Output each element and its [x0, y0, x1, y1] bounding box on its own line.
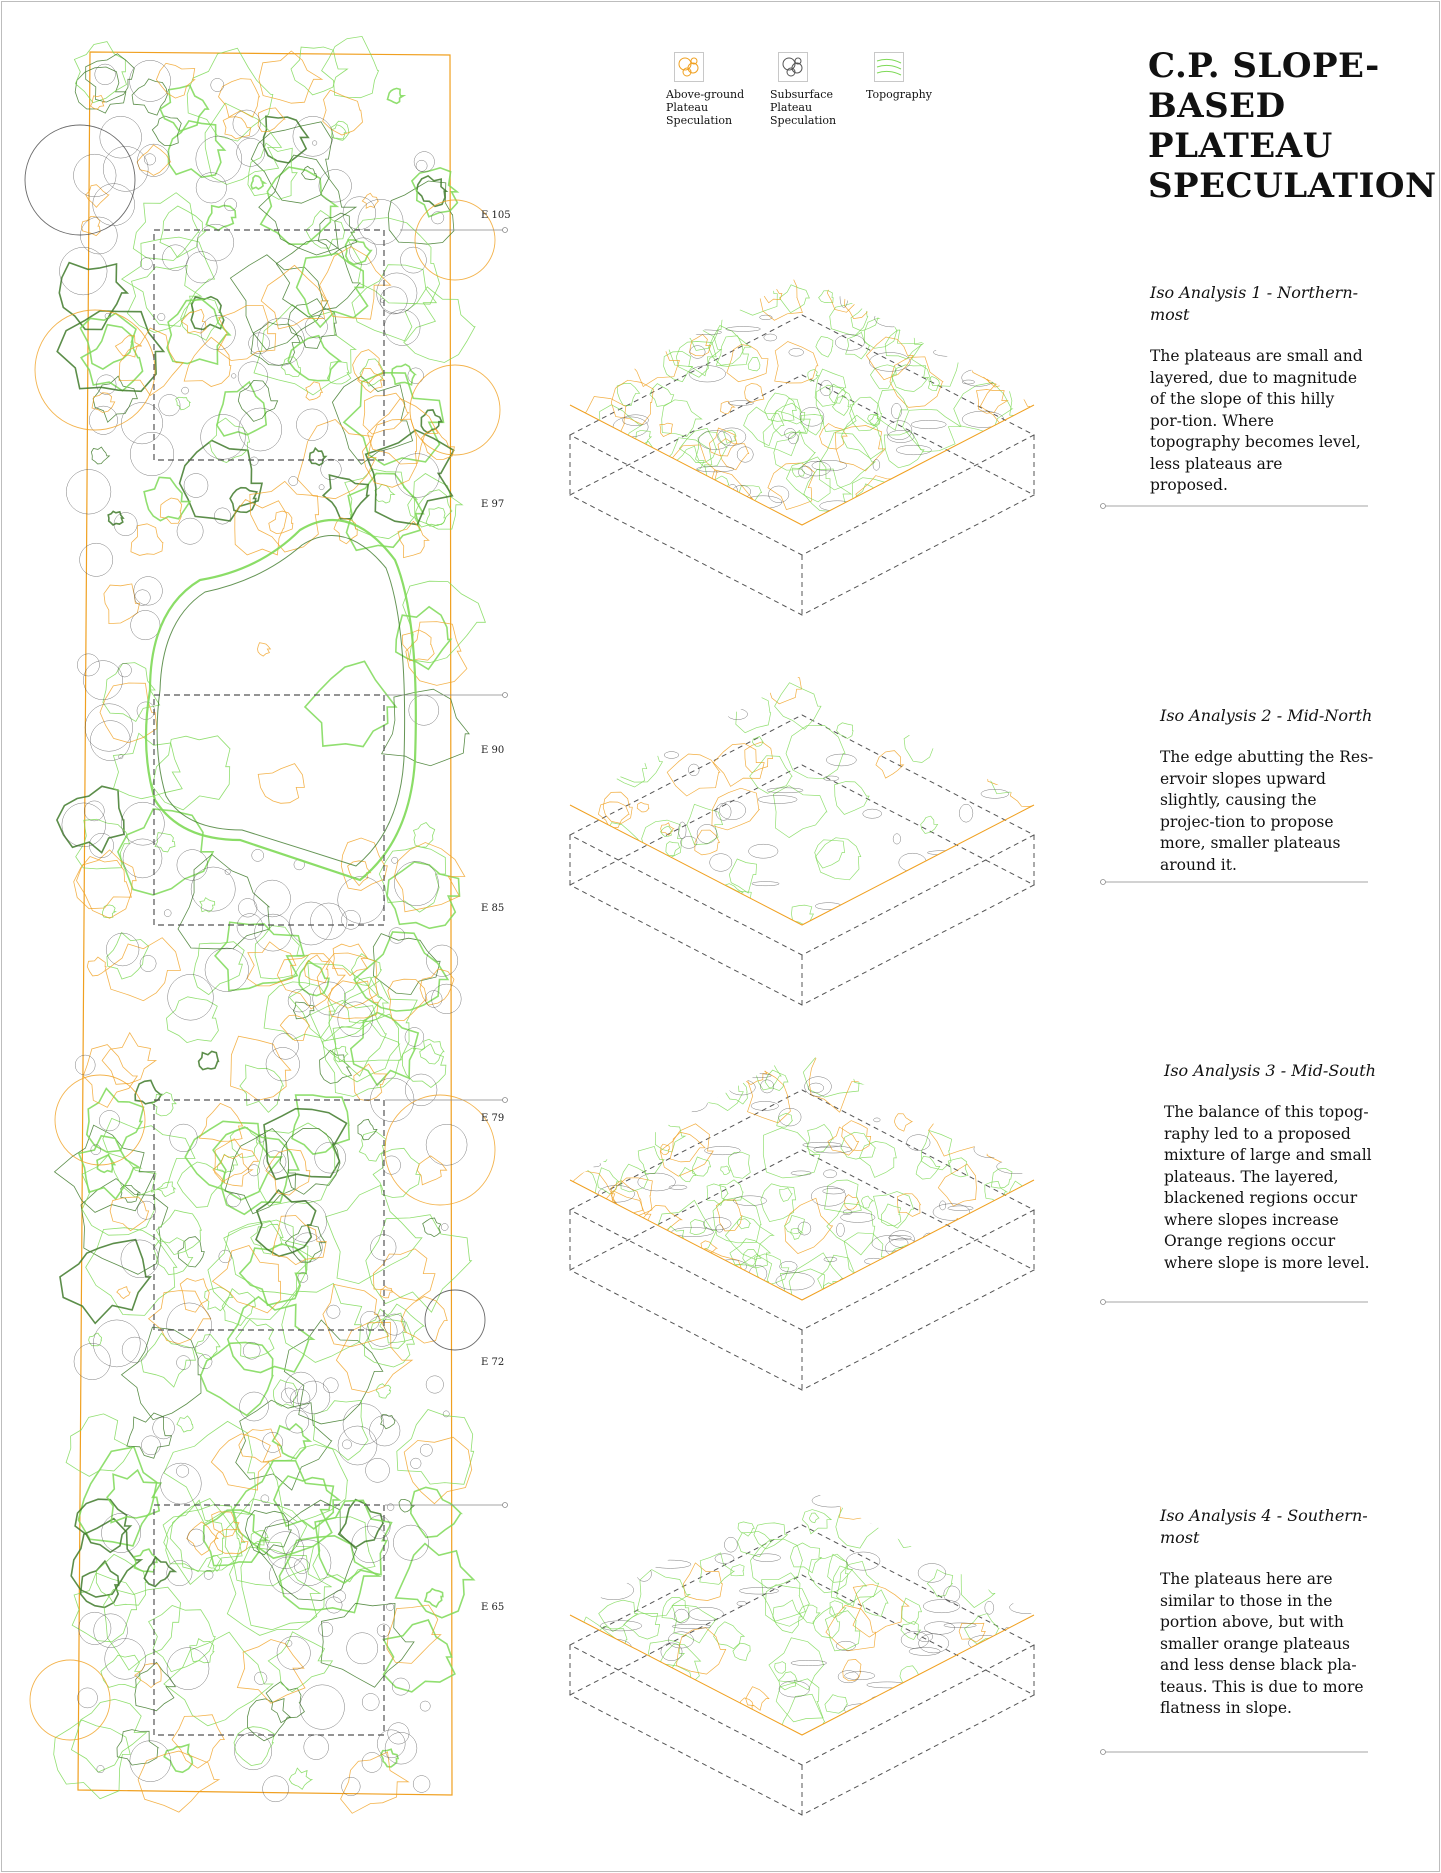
page-title — [1148, 46, 1437, 206]
elevation-label: E 90 — [481, 745, 505, 756]
analysis-body: The plateaus here are similar to those in the portion above, but with smaller orange plateaus and less dense black pla-teaus. This is due to more flatness in slope. — [1160, 1570, 1364, 1717]
green-contour-lines-icon — [874, 52, 904, 82]
analysis-body: The edge abutting the Res-ervoir slopes upward slightly, causing the projec-tion to propose more, smaller plateaus around it. — [1160, 748, 1374, 874]
iso-block — [545, 270, 1052, 615]
legend-label: Topography — [866, 88, 932, 101]
park-plan — [25, 36, 500, 1813]
elevation-label: E 105 — [481, 210, 511, 221]
elevation-label: E 79 — [481, 1113, 505, 1124]
iso-block — [550, 1470, 1056, 1815]
iso-block — [554, 669, 1047, 1005]
iso-analysis-1 — [1150, 282, 1365, 497]
iso-analysis-3 — [1164, 1060, 1379, 1274]
iso-analysis-2 — [1160, 705, 1375, 876]
elevation-label: E 72 — [481, 1357, 505, 1368]
analysis-body: The plateaus are small and layered, due to magnitude of the slope of this hilly por-tion. Where topography becomes level, less plateaus are proposed. — [1150, 347, 1363, 494]
iso-analysis-4 — [1160, 1505, 1375, 1720]
orange-circle-cluster-icon — [674, 52, 704, 82]
analysis-heading: Iso Analysis 3 - Mid-South — [1164, 1061, 1376, 1080]
elevation-label: E 97 — [481, 499, 505, 510]
title-line: C.P. SLOPE- — [1148, 46, 1380, 86]
analysis-body: The balance of this topog-raphy led to a proposed mixture of large and small plateaus. The layered, blackened regions occur where slopes increase Orange regions occur where slope is more level. — [1164, 1103, 1372, 1272]
legend-label: Above-ground Plateau Speculation — [666, 88, 745, 127]
analysis-heading: Iso Analysis 2 - Mid-North — [1160, 706, 1373, 725]
iso-block — [548, 1046, 1047, 1390]
legend-label: Subsurface Plateau Speculation — [770, 88, 837, 127]
title-line: BASED — [1148, 86, 1286, 126]
iso-analyses-drawings — [545, 270, 1056, 1815]
elevation-label: E 65 — [481, 1602, 505, 1613]
title-line: SPECULATION — [1148, 166, 1437, 206]
analysis-heading: Iso Analysis 1 - Northern- most — [1150, 283, 1359, 324]
legend-item-above-ground — [666, 52, 786, 127]
analysis-heading: Iso Analysis 4 - Southern- most — [1160, 1506, 1368, 1547]
analysis-window — [154, 695, 384, 925]
legend-item-topography — [866, 52, 986, 101]
black-circle-cluster-icon — [778, 52, 808, 82]
elevation-label: E 85 — [481, 903, 505, 914]
title-line: PLATEAU — [1148, 126, 1333, 166]
